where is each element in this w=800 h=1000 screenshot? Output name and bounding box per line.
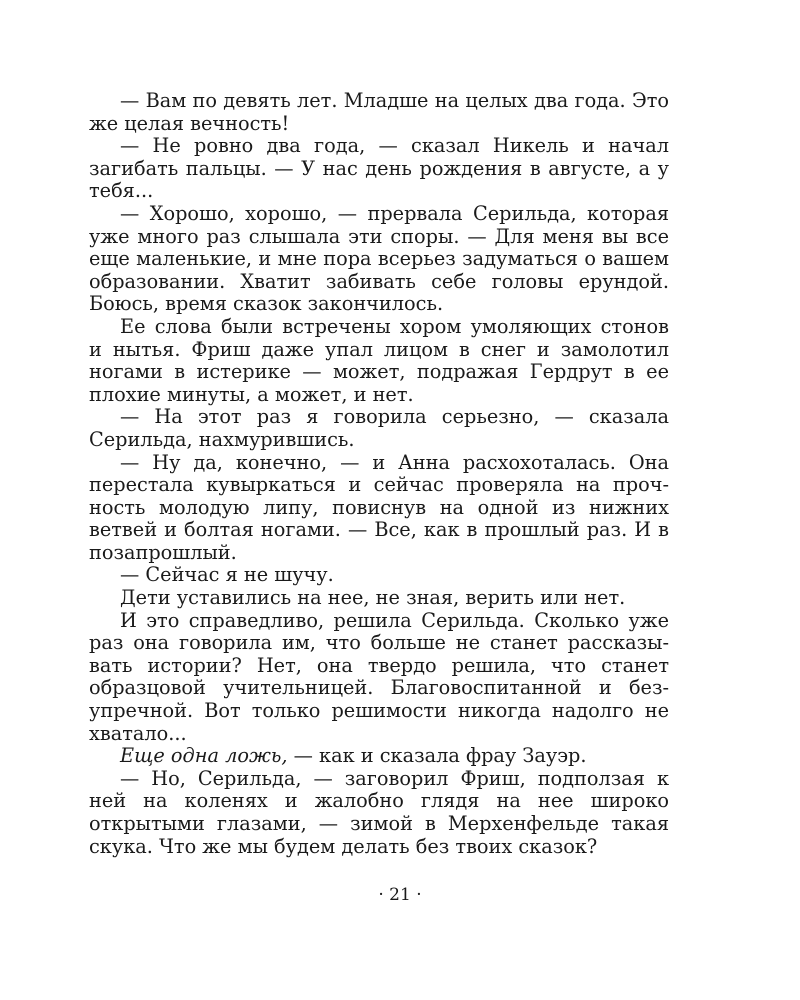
paragraph: — Хорошо, хорошо, — прервала Серильда, которая уже много раз слышала эти споры. — Для меня вы все еще маленькие, и мне пора всерьез задуматься о вашем образовании. Хватит забивать себе головы ерундой. Боюсь, время сказок закончилось. (89, 201, 669, 316)
paragraph: — Но, Серильда, — заговорил Фриш, подползая к ней на коленях и жалобно глядя на нее широко открытыми глазами, — зимой в Мерхенфельде такая скука. Что же мы будем делать без твоих сказок? (89, 766, 669, 858)
page-number: · 21 · (378, 885, 422, 905)
paragraph: Дети уставились на нее, не зная, верить или нет. (120, 586, 626, 610)
paragraph: Ее слова были встречены хором умоляющих стонов и нытья. Фриш даже упал лицом в снег и замолотил ногами в истерике — может, подражая Гердрут в ее плохие минуты, а может, и нет. (89, 314, 669, 406)
paragraph (89, 745, 669, 768)
paragraph: — Не ровно два года, — сказал Никель и начал загибать пальцы. — У нас день рождения в августе, а у тебя... (89, 134, 669, 203)
paragraph-text: — как и сказала фрау Зауэр. (287, 744, 587, 768)
paragraph: — На этот раз я говорила серьезно, — сказала Серильда, нахмурившись. (89, 405, 669, 451)
italic-phrase: Еще одна ложь, (120, 744, 288, 768)
paragraph: — Вам по девять лет. Младше на целых два года. Это же целая вечность! (89, 89, 669, 135)
paragraph: — Ну да, конечно, — и Анна расхохоталась. Она перестала кувыркаться и сейчас проверяла на прочность молодую липу, повиснув на одной из нижних ветвей и болтая ногами. — Все, как в прошлый раз. И в позапрошлый. (89, 450, 669, 564)
body-text (89, 90, 669, 858)
paragraph: И это справедливо, решила Серильда. Сколько уже раз она говорила им, что больше не станет рассказывать истории? Нет, она твердо решила, что станет образцовой учительницей. Благовоспитанной и безупречной. Вот только решимости никогда надолго не хватало... (89, 608, 669, 745)
paragraph: — Сейчас я не шучу. (120, 563, 334, 587)
